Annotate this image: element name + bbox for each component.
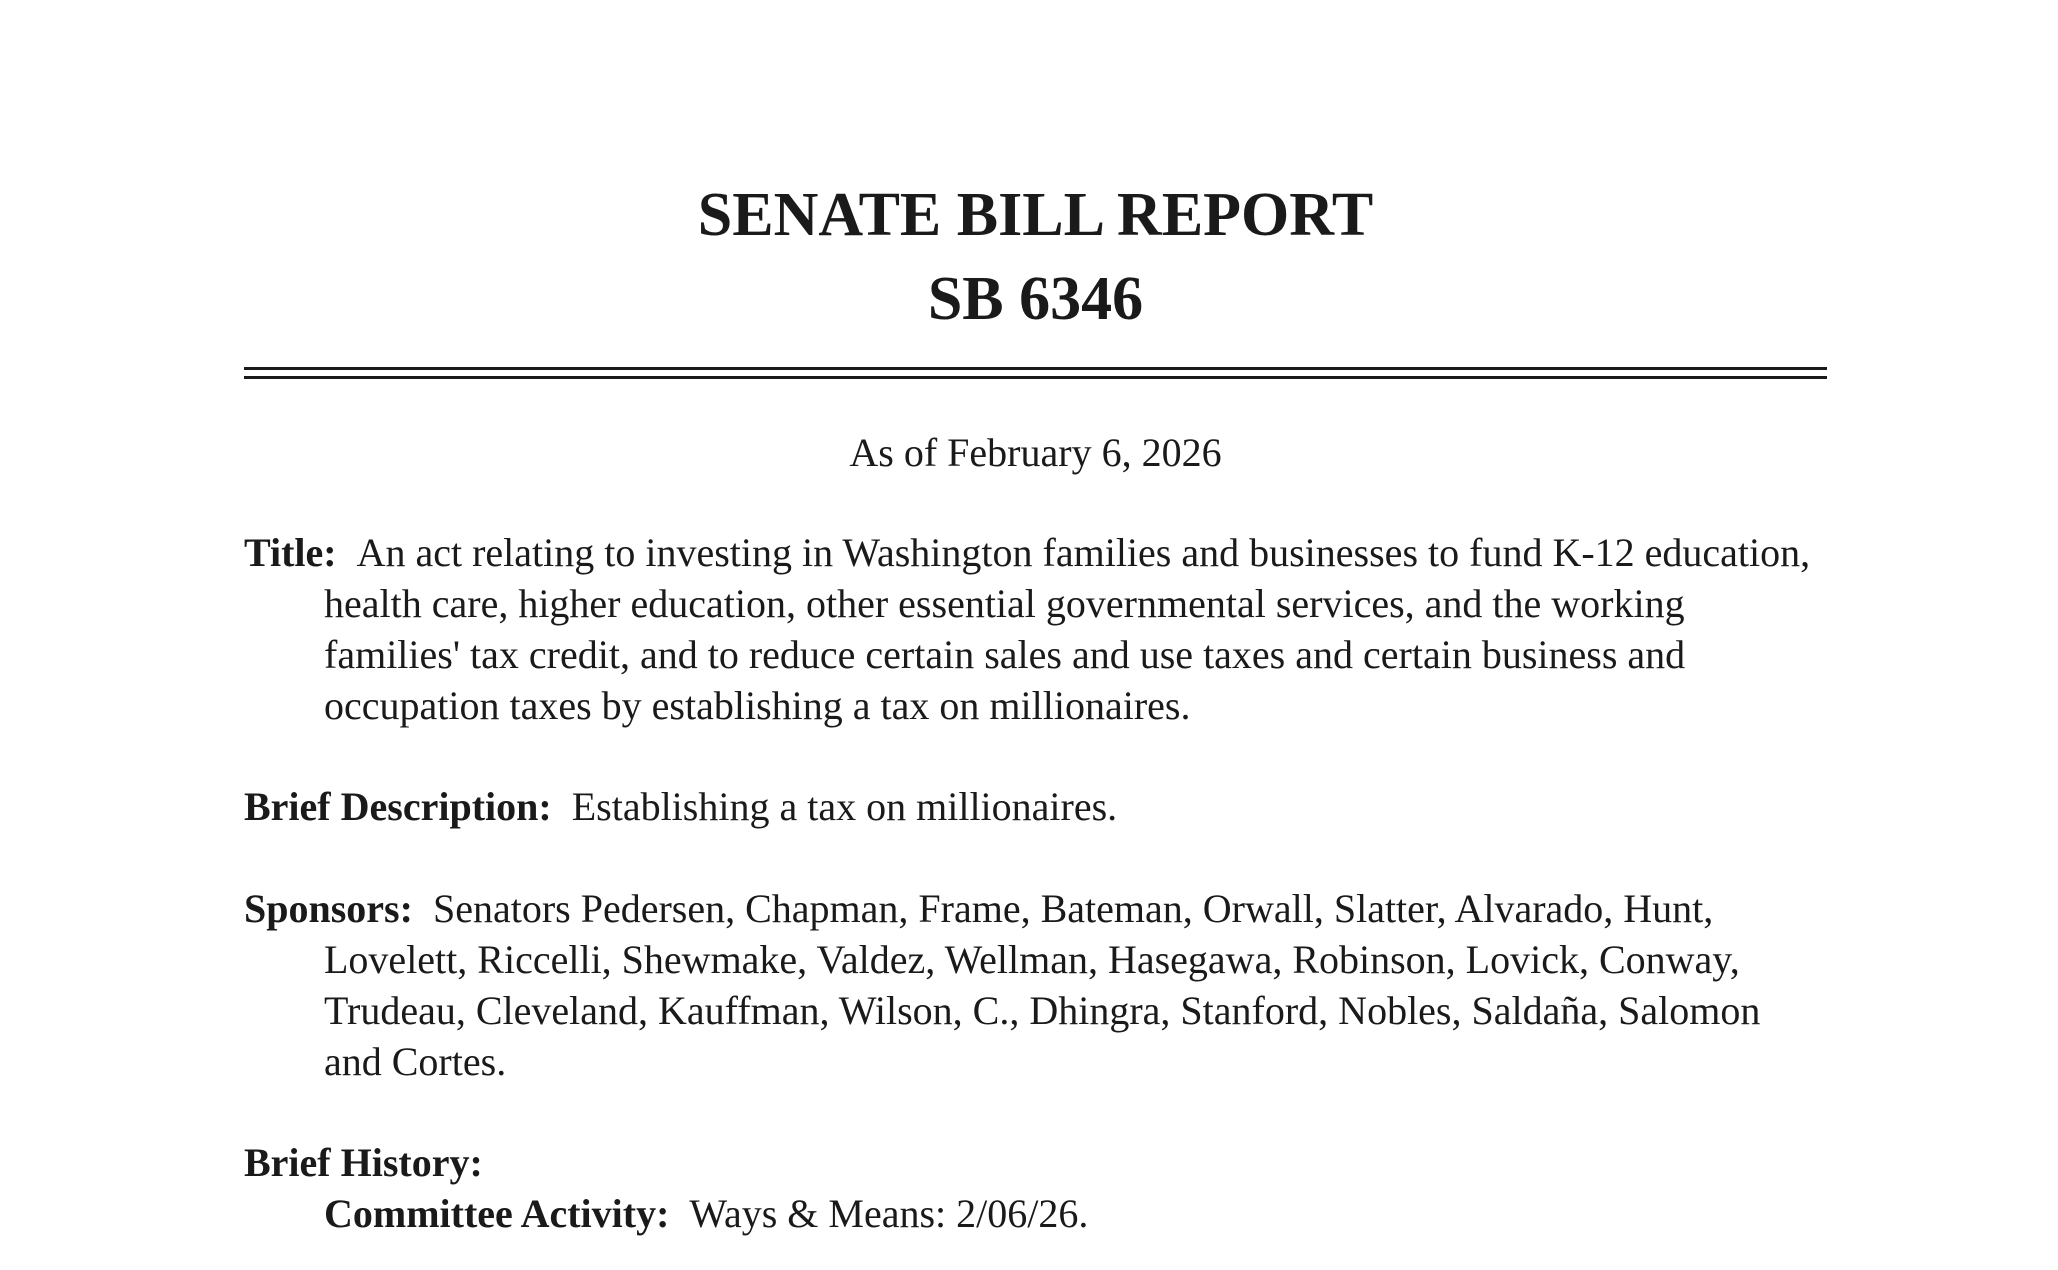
- committee-activity-text: Ways & Means: 2/06/26.: [689, 1191, 1089, 1236]
- brief-history-label: Brief History:: [244, 1140, 483, 1185]
- brief-description-label: Brief Description:: [244, 784, 552, 829]
- sponsors-label: Sponsors:: [244, 886, 413, 931]
- committee-activity: [324, 1188, 1088, 1239]
- as-of-date: As of February 6, 2026: [849, 430, 1222, 475]
- sponsors-text: Senators Pedersen, Chapman, Frame, Bateman, Orwall, Slatter, Alvarado, Hunt, Lovelett, Riccelli, Shewmake, Valdez, Wellman, Hasegawa, Robinson, Lovick, Conway, Trudeau, Cleveland, Kauffman, Wilson, C., Dhingra, Stanford, Nobles, Saldaña, Salomon and Cortes.: [324, 886, 1761, 1084]
- title-text: An act relating to investing in Washington families and businesses to fund K-12 education, health care, higher education, other essential governmental services, and the working families' tax credit, and to reduce certain sales and use taxes and certain business and occupation taxes by establishing a tax on millionaires.: [324, 530, 1811, 728]
- sponsors-field: [244, 883, 1827, 1087]
- header-rule-bottom: [244, 376, 1827, 379]
- header-rule-top: [244, 367, 1827, 370]
- bill-number: SB 6346: [927, 265, 1144, 333]
- brief-description-field: [244, 781, 1827, 832]
- committee-activity-label: Committee Activity:: [324, 1191, 670, 1236]
- title-label: Title:: [244, 530, 337, 575]
- report-title: SENATE BILL REPORT: [697, 181, 1374, 249]
- brief-history-field: [244, 1137, 1827, 1188]
- title-field: [244, 527, 1827, 731]
- brief-description-text: Establishing a tax on millionaires.: [571, 784, 1118, 829]
